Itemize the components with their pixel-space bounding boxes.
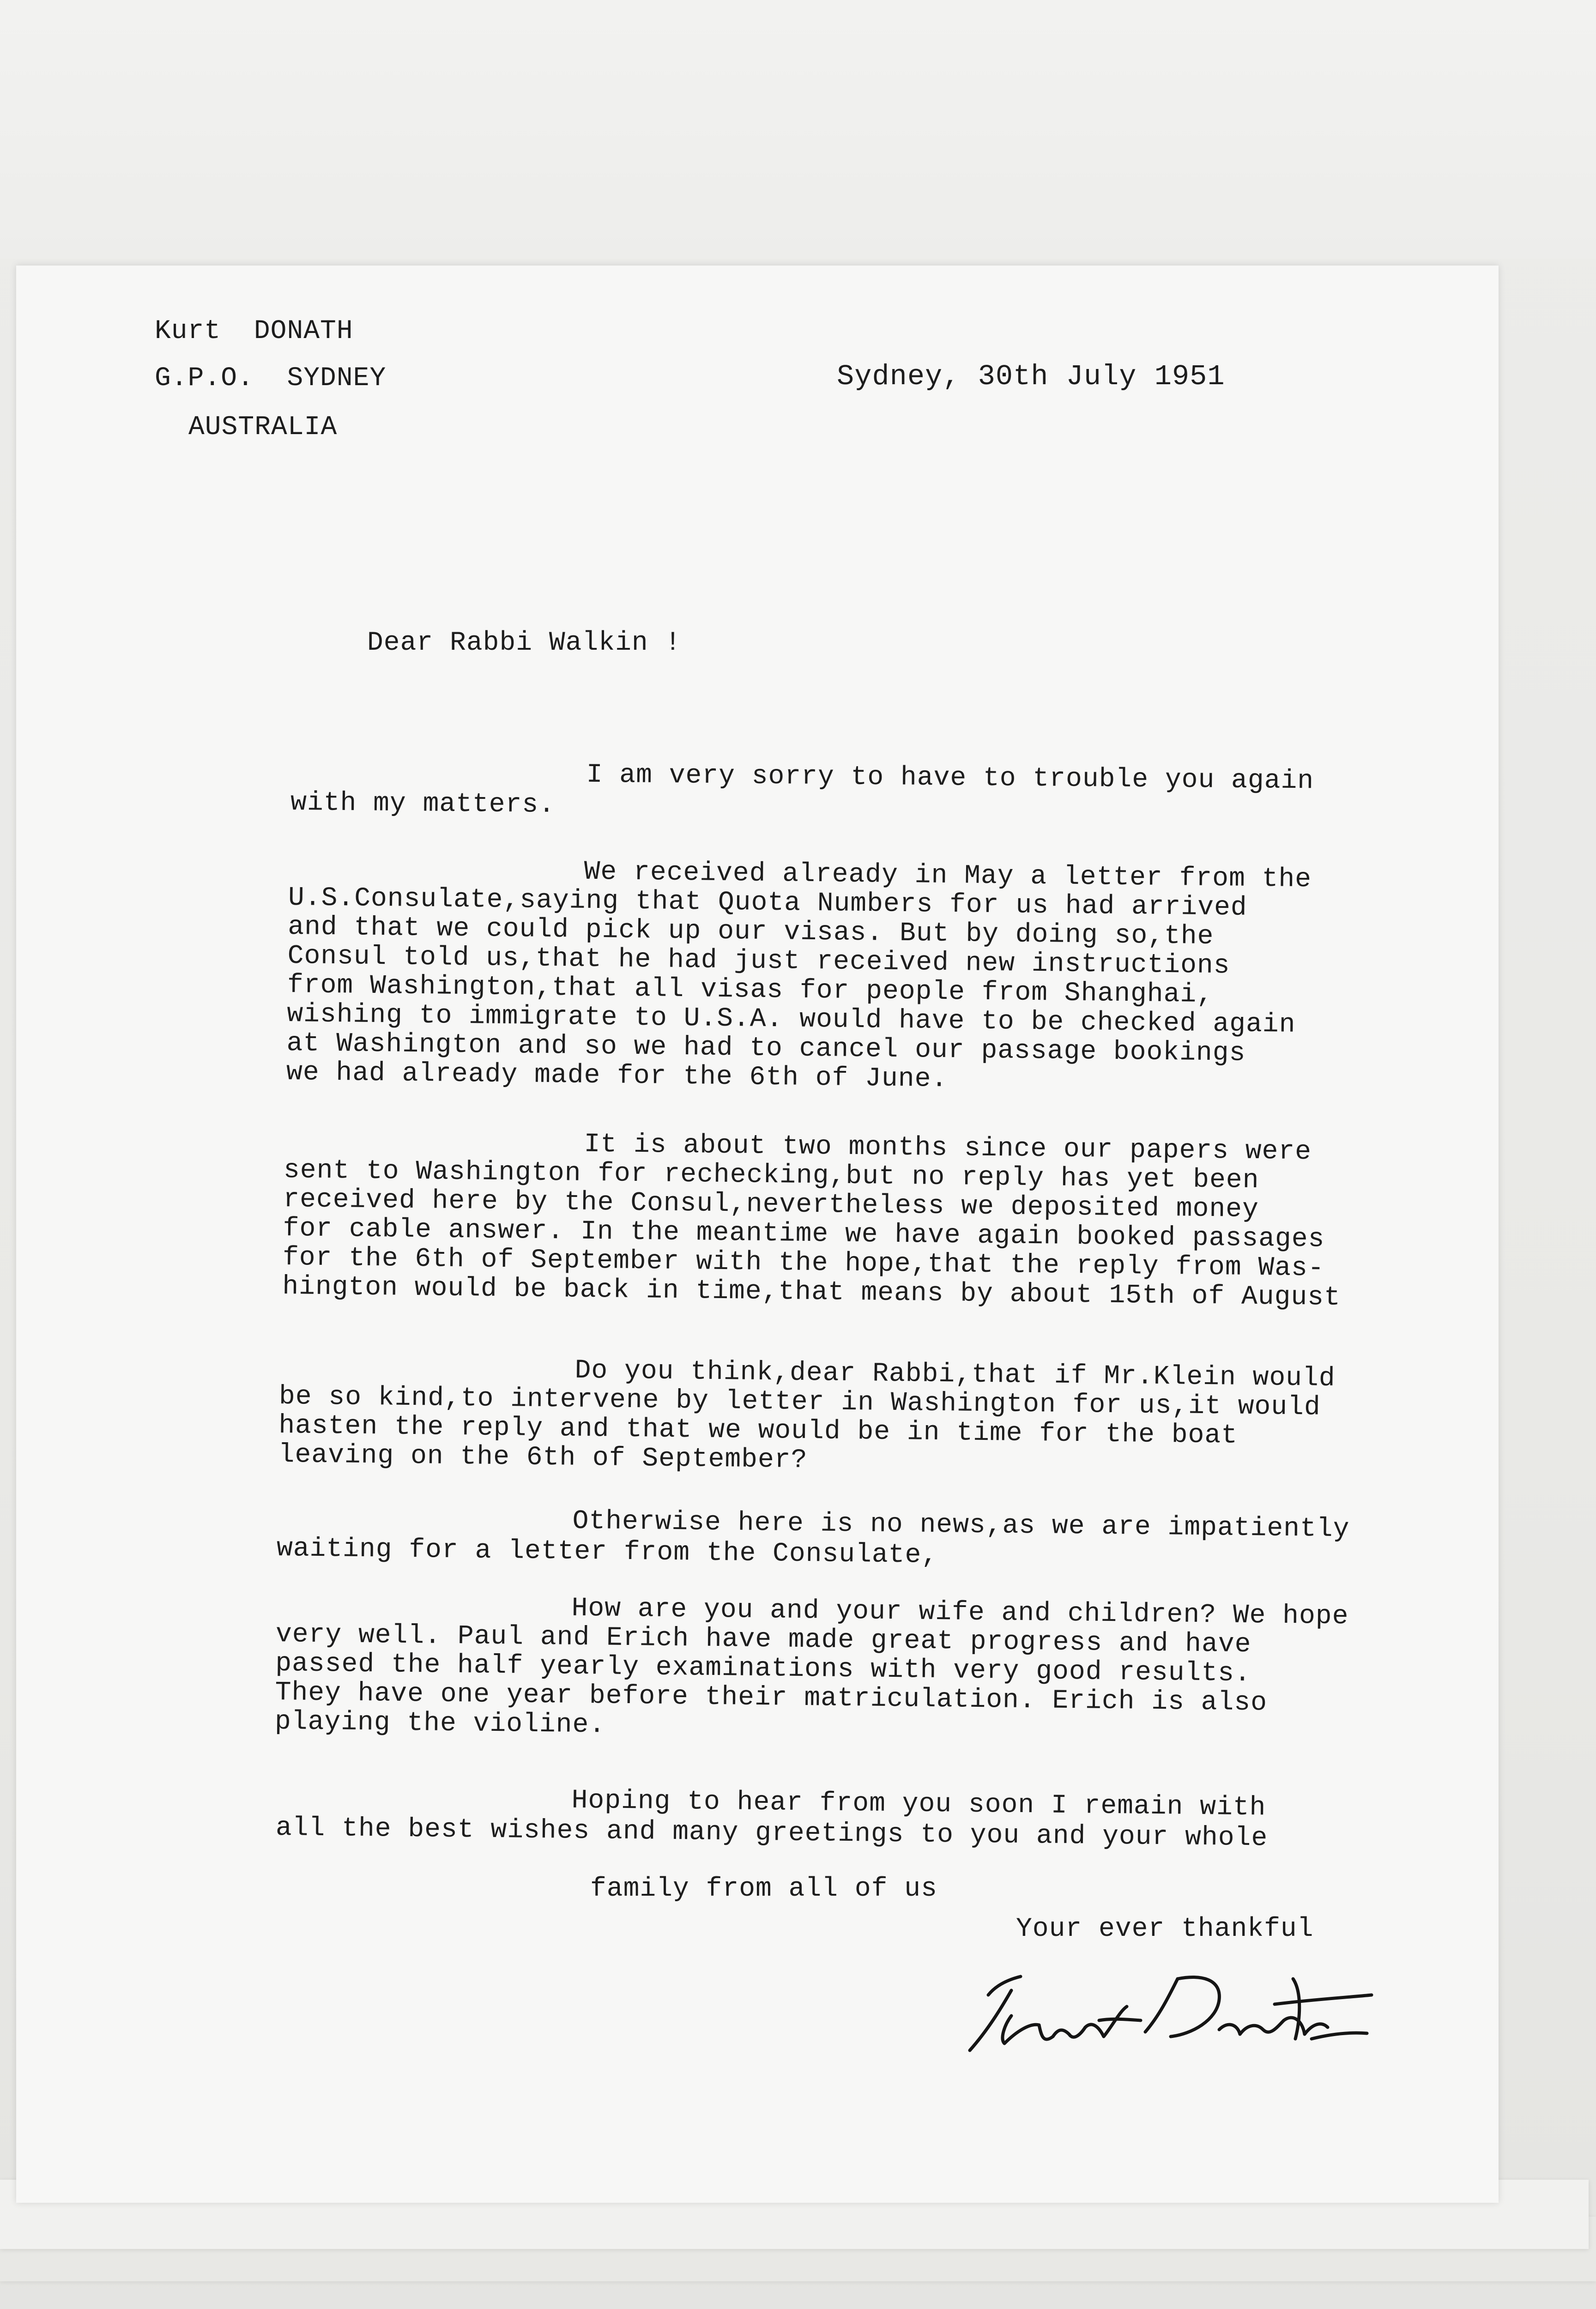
handwritten-signature [961, 1951, 1376, 2076]
closing-line: family from all of us [590, 1874, 937, 1904]
letter-date: Sydney, 30th July 1951 [837, 360, 1225, 393]
salutation: Dear Rabbi Walkin ! [367, 628, 682, 658]
paragraph-3: It is about two months since our papers were sent to Washington for rechecking,but no reply has yet been received here by the Consul,nevertheless we deposited money for cable answer. In the meantime we have again booked passages for the 6th of September with the hope,that the reply from Was- hington would be back in time,that means by about 15th of August [282, 1129, 1341, 1313]
valediction: Your ever thankful [1016, 1914, 1314, 1944]
sender-country: AUSTRALIA [188, 412, 338, 442]
paragraph-6: How are you and your wife and children? We hope very well. Paul and Erich have made great progress and have passed the half yearly examinations with very good results. They have one year before their matriculation. Erich is also playing the violine. [274, 1593, 1349, 1741]
sender-address: G.P.O. SYDNEY [155, 363, 387, 393]
background-sheet [0, 0, 1596, 259]
paragraph-7: Hoping to hear from you soon I remain with all the best wishes and many greetings to you and your whole [275, 1785, 1268, 1854]
paragraph-2: We received already in May a letter from the U.S.Consulate,saying that Quota Numbers for us had arrived and that we could pick up our visas. But by doing so,the Consul told us,that he had just received new instructions from Washington,that all visas for people from Shanghai, wishing to immigrate to U.S.A. would have to be checked again at Washington and so we had to cancel our passage bookings we had already made for the 6th of June. [286, 857, 1312, 1094]
paragraph-1: I am very sorry to have to trouble you again with my matters. [290, 760, 1314, 820]
paragraph-4: Do you think,dear Rabbi,that if Mr.Klein would be so kind,to intervene by letter in Washington for us,it would hasten the reply and that we would be in time for the boat leaving on the 6th of September? [278, 1355, 1336, 1475]
sender-name: Kurt DONATH [155, 316, 353, 346]
paragraph-5: Otherwise here is no news,as we are impatiently waiting for a letter from the Consulate, [276, 1506, 1350, 1571]
